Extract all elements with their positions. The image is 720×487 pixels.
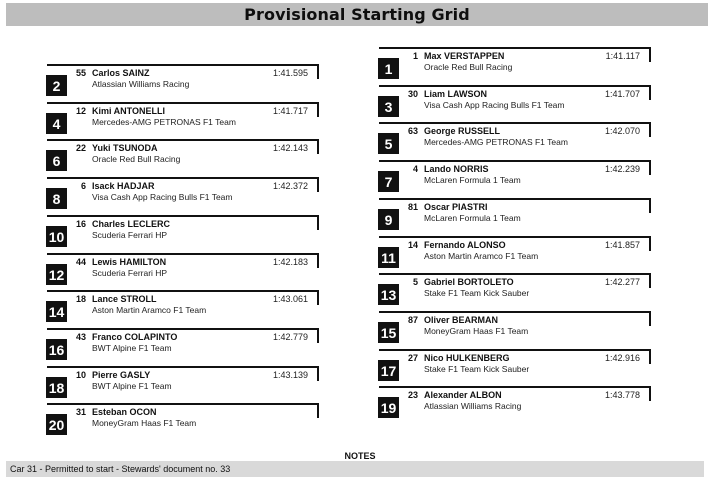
slot-line [649,349,651,364]
driver-name: Pierre GASLY [92,370,151,380]
slot-line [379,349,651,351]
car-number: 16 [75,219,86,229]
slot-line [649,85,651,100]
driver-name: Oscar PIASTRI [424,202,488,212]
lap-time: 1:41.857 [604,240,640,250]
team-name: Mercedes-AMG PETRONAS F1 Team [92,117,236,127]
car-number: 6 [80,181,86,191]
grid-position: 6 [46,150,67,171]
team-name: MoneyGram Haas F1 Team [92,418,197,428]
team-name: Atlassian Williams Racing [424,401,522,411]
slot-line [47,290,319,292]
team-name: Visa Cash App Racing Bulls F1 Team [92,192,233,202]
slot-line [47,253,319,255]
lap-time: 1:41.117 [605,51,640,61]
slot-line [317,139,319,154]
car-number: 14 [407,240,418,250]
driver-name: Esteban OCON [92,407,157,417]
grid-slot [378,122,658,158]
car-number: 30 [407,89,418,99]
team-name: McLaren Formula 1 Team [424,175,521,185]
car-number: 63 [407,126,418,136]
lap-time: 1:42.779 [272,332,308,342]
grid-position: 10 [46,226,67,247]
driver-name: Nico HULKENBERG [424,353,510,363]
grid-position: 3 [378,96,399,117]
car-number: 22 [75,143,86,153]
slot-line [317,290,319,305]
grid-slot [46,366,326,402]
grid-slot [46,215,326,251]
car-number: 27 [407,353,418,363]
driver-name: Lando NORRIS [424,164,489,174]
page-title: Provisional Starting Grid [244,5,470,24]
grid-slot [378,198,658,234]
driver-name: Liam LAWSON [424,89,488,99]
grid-position: 7 [378,171,399,192]
lap-time: 1:42.143 [272,143,308,153]
notes-text: Car 31 - Permitted to start - Stewards' document no. 33 [10,464,231,474]
slot-line [47,64,319,66]
grid-position: 16 [46,339,67,360]
slot-line [317,215,319,230]
driver-name: Carlos SAINZ [92,68,150,78]
car-number: 18 [75,294,86,304]
grid-position: 12 [46,264,67,285]
slot-line [379,273,651,275]
grid-slot [46,253,326,289]
grid-position: 18 [46,377,67,398]
car-number: 87 [407,315,418,325]
grid-position: 2 [46,75,67,96]
car-number: 1 [412,51,418,61]
lap-time: 1:42.372 [272,181,308,191]
slot-line [317,366,319,381]
driver-name: Isack HADJAR [92,181,155,191]
team-name: Mercedes-AMG PETRONAS F1 Team [424,137,568,147]
grid-slot [46,64,326,100]
grid-slot [378,311,658,347]
grid-slot [46,290,326,326]
car-number: 31 [75,407,86,417]
team-name: Atlassian Williams Racing [92,79,190,89]
lap-time: 1:42.916 [604,353,640,363]
slot-line [47,102,319,104]
grid-slot [46,177,326,213]
team-name: Stake F1 Team Kick Sauber [424,288,530,298]
grid-position: 8 [46,188,67,209]
car-number: 44 [75,257,86,267]
grid-position: 9 [378,209,399,230]
team-name: Visa Cash App Racing Bulls F1 Team [424,100,565,110]
grid-slot [378,349,658,385]
team-name: Oracle Red Bull Racing [92,154,181,164]
driver-name: Yuki TSUNODA [92,143,158,153]
grid-slot [378,85,658,121]
team-name: Aston Martin Aramco F1 Team [92,305,207,315]
team-name: Oracle Red Bull Racing [424,62,513,72]
grid-position: 5 [378,133,399,154]
car-number: 5 [412,277,418,287]
driver-name: Franco COLAPINTO [92,332,178,342]
slot-line [379,386,651,388]
slot-line [47,215,319,217]
lap-time: 1:43.061 [272,294,308,304]
driver-name: Max VERSTAPPEN [424,51,505,61]
team-name: BWT Alpine F1 Team [92,343,172,353]
lap-time: 1:42.277 [604,277,640,287]
slot-line [47,328,319,330]
grid-slot [378,236,658,272]
lap-time: 1:42.070 [604,126,640,136]
grid-position: 4 [46,113,67,134]
car-number: 4 [412,164,418,174]
slot-line [649,198,651,213]
lap-time: 1:41.595 [272,68,308,78]
driver-name: Alexander ALBON [424,390,502,400]
slot-line [379,160,651,162]
lap-time: 1:42.183 [272,257,308,267]
slot-line [649,311,651,326]
grid-slot [46,102,326,138]
slot-line [379,85,651,87]
team-name: Scuderia Ferrari HP [92,268,168,278]
slot-line [317,64,319,79]
grid-position: 11 [378,247,399,268]
grid-position: 14 [46,301,67,322]
lap-time: 1:42.239 [604,164,640,174]
lap-time: 1:41.717 [272,106,308,116]
team-name: MoneyGram Haas F1 Team [424,326,529,336]
slot-line [649,236,651,251]
slot-line [379,122,651,124]
grid-position: 15 [378,322,399,343]
grid-position: 20 [46,414,67,435]
slot-line [379,198,651,200]
car-number: 43 [75,332,86,342]
team-name: Scuderia Ferrari HP [92,230,168,240]
notes-bar [6,461,704,477]
grid-slot [46,403,326,439]
slot-line [47,139,319,141]
team-name: BWT Alpine F1 Team [92,381,172,391]
grid-position: 19 [378,397,399,418]
grid-slot [378,47,658,83]
slot-line [47,403,319,405]
grid-slot [378,273,658,309]
driver-name: Lewis HAMILTON [92,257,167,267]
car-number: 10 [75,370,86,380]
slot-line [317,177,319,192]
slot-line [649,160,651,175]
slot-line [649,122,651,137]
team-name: Stake F1 Team Kick Sauber [424,364,530,374]
slot-line [47,366,319,368]
slot-line [379,311,651,313]
slot-line [649,273,651,288]
grid-slot [378,160,658,196]
lap-time: 1:43.778 [604,390,640,400]
slot-line [317,328,319,343]
car-number: 81 [407,202,418,212]
car-number: 55 [75,68,86,78]
slot-line [379,47,651,49]
grid-position: 17 [378,360,399,381]
slot-line [47,177,319,179]
driver-name: Charles LECLERC [92,219,171,229]
car-number: 23 [407,390,418,400]
team-name: Aston Martin Aramco F1 Team [424,251,539,261]
lap-time: 1:43.139 [272,370,308,380]
slot-line [379,236,651,238]
driver-name: Lance STROLL [92,294,157,304]
driver-name: George RUSSELL [424,126,501,136]
slot-line [317,403,319,418]
slot-line [317,253,319,268]
slot-line [317,102,319,117]
grid-position: 1 [378,58,399,79]
driver-name: Kimi ANTONELLI [92,106,166,116]
grid-slot [46,139,326,175]
title-bar [6,3,708,26]
driver-name: Gabriel BORTOLETO [424,277,514,287]
lap-time: 1:41.707 [604,89,640,99]
driver-name: Fernando ALONSO [424,240,506,250]
grid-slot [46,328,326,364]
slot-line [649,47,651,62]
grid-slot [378,386,658,422]
notes-title: NOTES [344,451,376,461]
car-number: 12 [75,106,86,116]
driver-name: Oliver BEARMAN [424,315,499,325]
slot-line [649,386,651,401]
grid-position: 13 [378,284,399,305]
team-name: McLaren Formula 1 Team [424,213,521,223]
